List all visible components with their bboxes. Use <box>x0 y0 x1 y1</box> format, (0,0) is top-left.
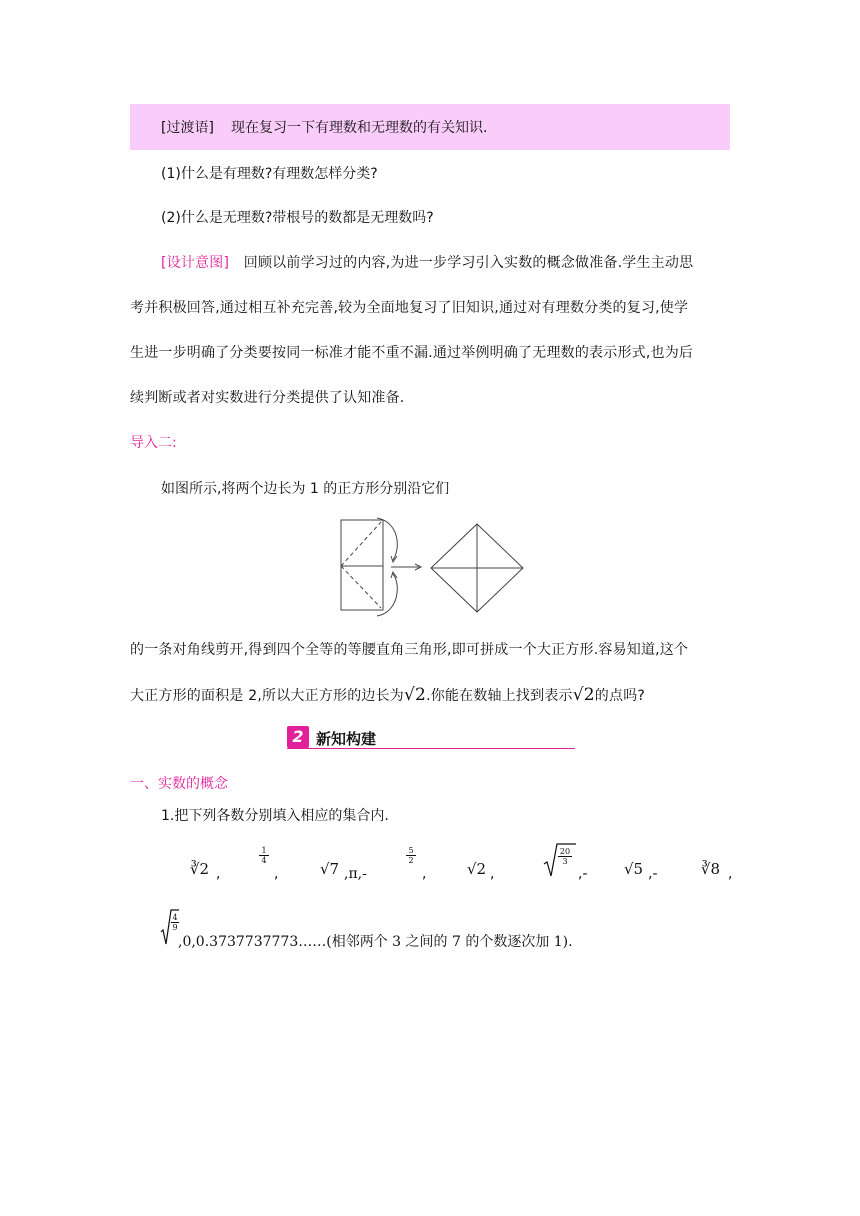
comma-3: , <box>422 866 427 882</box>
sqrt-4-over-9 <box>160 908 180 946</box>
question-1: (1)什么是有理数?有理数怎样分类? <box>161 166 378 182</box>
fraction-4-9-den: 9 <box>172 923 178 932</box>
real-number-heading: 一、实数的概念 <box>130 776 228 792</box>
comma-4: , <box>490 866 495 882</box>
intro2-text-3a: 大正方形的面积是 2,所以大正方形的边长为 <box>130 688 405 704</box>
sqrt-2: √2 <box>467 860 487 878</box>
design-intent-tag: [设计意图] <box>161 255 230 271</box>
upper-curve-arrow <box>377 518 397 560</box>
section-number-badge: 2 <box>287 726 309 748</box>
design-intent-text-1: 回顾以前学习过的内容,为进一步学习引入实数的概念做准备.学生主动思 <box>243 255 694 271</box>
intro2-line-1: 如图所示,将两个边长为 1 的正方形分别沿它们 <box>161 481 450 497</box>
comma-minus-2: ,- <box>648 866 658 882</box>
cbrt-8: ∛8 <box>701 860 721 878</box>
square-folding-figure <box>333 512 531 620</box>
intro2-line-2: 的一条对角线剪开,得到四个全等的等腰直角三角形,即可拼成一个大正方形.容易知道,这个 <box>130 642 689 658</box>
fraction-20-3-num: 20 <box>559 847 571 856</box>
fraction-1-4-den: 4 <box>259 855 269 865</box>
fraction-20-3 <box>558 847 572 866</box>
pi-text: ,π,- <box>344 866 367 882</box>
comma-5: , <box>728 866 733 882</box>
comma-1: , <box>216 866 221 882</box>
fraction-4-9-num: 4 <box>172 913 178 922</box>
task-text: 1.把下列各数分别填入相应的集合内. <box>161 808 389 824</box>
design-intent-line-3: 生进一步明确了分类要按同一标准才能不重不漏.通过举例明确了无理数的表示形式,也为后 <box>130 345 694 361</box>
intro2-heading: 导入二: <box>130 435 177 451</box>
comma-2: , <box>274 866 279 882</box>
design-intent-line-1 <box>161 253 693 273</box>
question-2: (2)什么是无理数?带根号的数都是无理数吗? <box>161 210 434 226</box>
design-intent-line-4: 续判断或者对实数进行分类提供了认知准备. <box>130 390 405 406</box>
intro2-line-3 <box>130 685 645 706</box>
upper-diagonal <box>341 522 381 566</box>
fraction-5-2-num: 5 <box>408 846 414 855</box>
fraction-1-4-num: 1 <box>261 846 267 855</box>
section-underline <box>287 748 575 749</box>
transition-text: 现在复习一下有理数和无理数的有关知识. <box>231 120 488 136</box>
numbers-tail: ,0,0.3737737773……(相邻两个 3 之间的 7 的个数逐次加 1). <box>178 934 573 950</box>
fraction-20-3-den: 3 <box>558 856 572 866</box>
intro2-text-3b: .你能在数轴上找到表示 <box>426 688 573 704</box>
sqrt-7: √7 <box>320 860 340 878</box>
fraction-5-2 <box>406 846 416 865</box>
fraction-4-9 <box>171 913 179 932</box>
lower-diagonal <box>341 566 381 608</box>
fraction-5-2-den: 2 <box>406 855 416 865</box>
sqrt-20-over-3 <box>543 842 577 878</box>
section-title: 新知构建 <box>316 730 377 748</box>
cbrt-2: ∛2 <box>190 860 210 878</box>
comma-minus-1: ,- <box>578 866 588 882</box>
sqrt2-symbol-b: √2 <box>572 685 595 705</box>
fraction-1-4 <box>259 846 269 865</box>
design-intent-line-2: 考并积极回答,通过相互补充完善,较为全面地复习了旧知识,通过对有理数分类的复习,使学 <box>130 300 689 316</box>
transition-tag: [过渡语] <box>161 120 214 136</box>
sqrt2-symbol-a: √2 <box>404 685 427 705</box>
intro2-text-3c: 的点吗? <box>594 688 646 704</box>
sqrt-5: √5 <box>624 860 644 878</box>
